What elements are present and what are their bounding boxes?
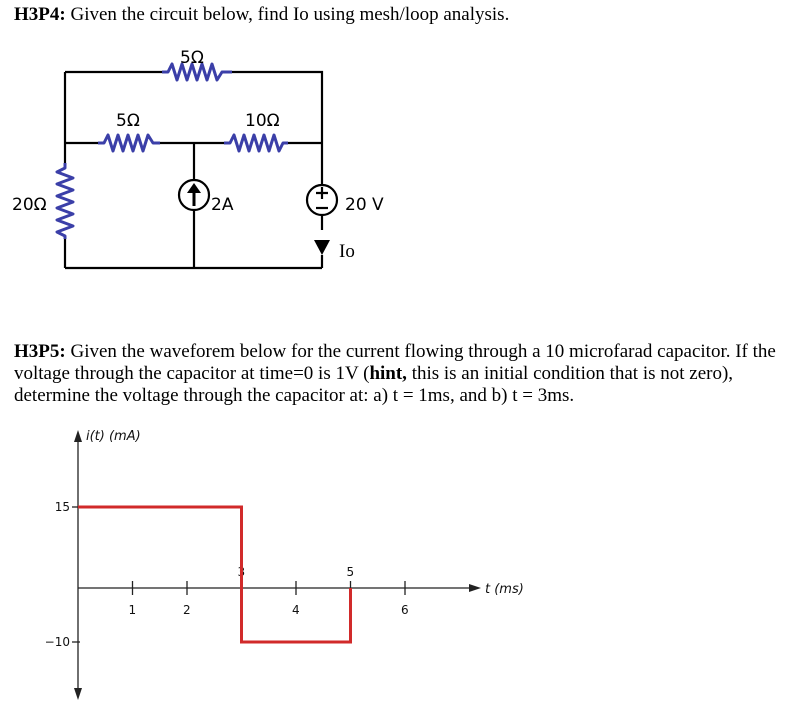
axis-ticks xyxy=(45,500,409,649)
label-voltage-source: 20 V xyxy=(345,195,384,215)
y-axis-up-arrow-icon xyxy=(74,430,82,442)
x-tick-label: 1 xyxy=(128,603,137,617)
x-tick-label: 6 xyxy=(401,603,409,617)
current-waveform-line xyxy=(78,507,351,642)
label-io: Io xyxy=(339,241,355,262)
problem-5-hint: hint, xyxy=(369,363,407,384)
problem-5-text-b: this is an initial condition that is not zero), determine the voltage through the capacitor at: a) t = 1ms, and b) t = 3ms. xyxy=(14,363,734,406)
problem-5-text-a: Given the waveforem below for the current flowing through a 10 microfarad capacitor. If the voltage through the capacitor at time=0 is 1V ( xyxy=(14,341,776,384)
problem-4-text: Given the circuit below, find Io using mesh/loop analysis. xyxy=(70,4,510,25)
label-current-source: 2A xyxy=(211,195,234,215)
y-tick-label: 15 xyxy=(54,500,70,514)
problem-5-heading: H3P5: xyxy=(14,341,66,362)
problem-4-heading: H3P4: xyxy=(14,4,66,25)
x-tick-label: 2 xyxy=(183,603,191,617)
x-tick-label: 5 xyxy=(346,565,355,579)
y-tick-label: −10 xyxy=(44,635,70,649)
label-r-top: 5Ω xyxy=(180,48,204,68)
x-axis-arrow-icon xyxy=(469,584,481,592)
x-axis-label: t (ms) xyxy=(485,582,524,597)
y-axis-label: i(t) (mA) xyxy=(86,429,141,444)
x-tick-label: 4 xyxy=(292,603,300,617)
label-r-left: 20Ω xyxy=(12,195,47,215)
label-r-mid-right: 10Ω xyxy=(245,111,280,131)
x-tick-label: 3 xyxy=(237,565,246,579)
waveform-marks xyxy=(78,507,351,642)
label-r-mid-left: 5Ω xyxy=(116,111,140,131)
y-axis-down-arrow-icon xyxy=(74,688,82,700)
